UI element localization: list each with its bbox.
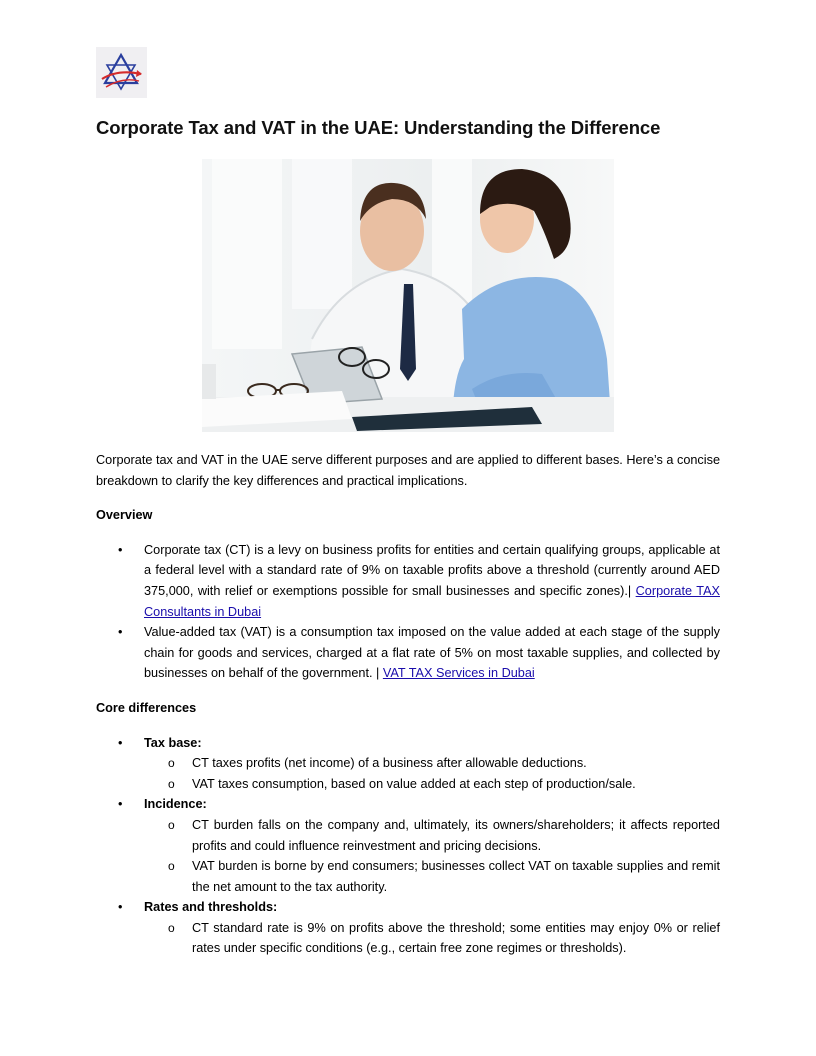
core-differences-heading: Core differences (96, 700, 197, 715)
company-logo (96, 47, 147, 98)
overview-item (96, 622, 720, 684)
sub-bullet-icon: o (168, 756, 175, 771)
difference-label: Incidence: (144, 797, 207, 812)
sub-bullet-icon: o (168, 776, 175, 791)
article-body (96, 450, 720, 973)
difference-point-text: VAT taxes consumption, based on value added at each step of production/sale. (192, 776, 636, 791)
intro-paragraph: Corporate tax and VAT in the UAE serve different purposes and are applied to different bases. Here’s a concise breakdown to clarify the key differences and practical implications. (96, 453, 720, 488)
difference-group (96, 897, 720, 959)
difference-point (144, 918, 720, 959)
sub-bullet-icon: o (168, 920, 175, 935)
difference-label: Rates and thresholds: (144, 900, 278, 915)
difference-point-text: VAT burden is borne by end consumers; businesses collect VAT on taxable supplies and remit the net amount to the tax authority. (192, 859, 720, 894)
difference-group (96, 794, 720, 897)
difference-sublist (144, 753, 720, 794)
difference-sublist (144, 918, 720, 959)
bullet-icon: • (118, 797, 123, 812)
bullet-icon: • (118, 625, 123, 640)
overview-heading: Overview (96, 508, 153, 523)
sub-bullet-icon: o (168, 859, 175, 874)
difference-sublist (144, 815, 720, 897)
difference-point (144, 815, 720, 856)
difference-point (144, 753, 720, 774)
overview-item-text: Value-added tax (VAT) is a consumption tax imposed on the value added at each stage of the supply chain for goods and services, charged at a flat rate of 5% on most taxable supplies, and collected by businesses on behalf of the government. | (144, 625, 720, 681)
page-title: Corporate Tax and VAT in the UAE: Understanding the Difference (96, 117, 661, 138)
bullet-icon: • (118, 735, 123, 750)
vat-tax-services-link[interactable]: VAT TAX Services in Dubai (382, 666, 535, 681)
corporate-tax-consultants-link[interactable]: Corporate TAX Consultants in Dubai (144, 583, 720, 619)
difference-point-text: CT standard rate is 9% on profits above the threshold; some entities may enjoy 0% or relief rates under specific conditions (e.g., certain free zone regimes or thresholds). (192, 920, 720, 956)
difference-point (144, 856, 720, 897)
difference-point (144, 774, 720, 795)
difference-point-text: CT burden falls on the company and, ultimately, its owners/shareholders; it affects reported profits and could influence reinvestment and pricing decisions. (192, 817, 720, 853)
overview-list (96, 540, 720, 684)
bullet-icon: • (118, 542, 123, 557)
sub-bullet-icon: o (168, 817, 175, 832)
difference-group (96, 733, 720, 795)
difference-point-text: CT taxes profits (net income) of a business after allowable deductions. (192, 756, 587, 771)
core-differences-list (96, 733, 720, 960)
difference-label: Tax base: (144, 735, 202, 750)
overview-item-text: Corporate tax (CT) is a levy on business profits for entities and certain qualifying groups, applicable at a federal level with a standard rate of 9% on taxable profits above a threshold (currently around AED 375,000, with relief or exemptions possible for small businesses and specific zones).| (144, 542, 720, 598)
bullet-icon: • (118, 900, 123, 915)
overview-item (96, 540, 720, 622)
business-meeting-photo (202, 159, 614, 432)
